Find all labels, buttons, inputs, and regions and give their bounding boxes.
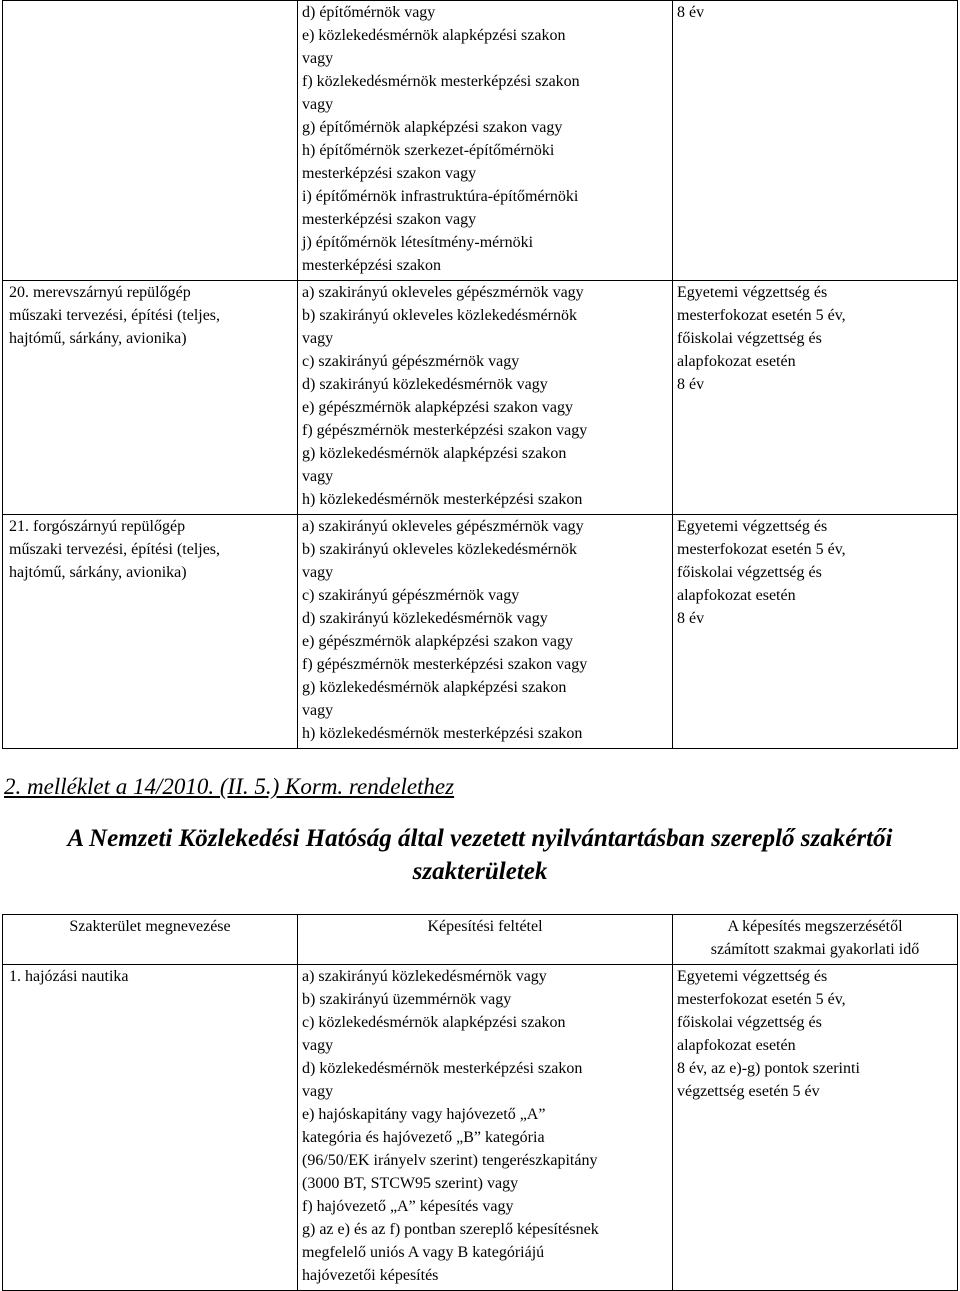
experience-line: 8 év: [677, 610, 705, 627]
requirement-line: vagy: [302, 468, 334, 485]
experience-cell: [673, 965, 958, 1291]
requirement-line: c) szakirányú gépészmérnök vagy: [302, 353, 520, 370]
requirement-line: d) közlekedésmérnök mesterképzési szakon: [302, 1060, 583, 1077]
requirements-cell: [298, 965, 673, 1291]
requirement-line: d) építőmérnök vagy: [302, 4, 436, 21]
requirement-line: i) építőmérnök infrastruktúra-építőmérnöki: [302, 188, 579, 205]
requirement-line: c) szakirányú gépészmérnök vagy: [302, 587, 520, 604]
experience-line: alapfokozat esetén: [677, 1037, 796, 1054]
requirement-line: mesterképzési szakon: [302, 257, 442, 274]
page-title-line: A Nemzeti Közlekedési Hatóság által vezetett nyilvántartásban szereplő szakértői: [67, 825, 893, 852]
table-row: [3, 515, 958, 749]
requirement-line: f) gépészmérnök mesterképzési szakon vagy: [302, 422, 588, 439]
experience-line: főiskolai végzettség és: [677, 564, 822, 581]
requirement-line: f) hajóvezető „A” képesítés vagy: [302, 1198, 514, 1215]
experience-line: végzettség esetén 5 év: [677, 1083, 820, 1100]
requirement-line: b) szakirányú okleveles közlekedésmérnök: [302, 307, 578, 324]
requirement-line: g) építőmérnök alapképzési szakon vagy: [302, 119, 563, 136]
requirement-line: vagy: [302, 50, 334, 67]
area-line: hajtómű, sárkány, avionika): [9, 330, 187, 347]
requirement-line: g) közlekedésmérnök alapképzési szakon: [302, 445, 567, 462]
requirement-line: vagy: [302, 702, 334, 719]
table-row: [3, 281, 958, 515]
experience-line: Egyetemi végzettség és: [677, 284, 828, 301]
requirement-line: f) gépészmérnök mesterképzési szakon vagy: [302, 656, 588, 673]
experience-line: mesterfokozat esetén 5 év,: [677, 541, 846, 558]
experience-line: 8 év: [677, 4, 705, 21]
experience-line: mesterfokozat esetén 5 év,: [677, 991, 846, 1008]
requirement-line: e) közlekedésmérnök alapképzési szakon: [302, 27, 566, 44]
table-header-row: [3, 915, 958, 965]
experience-line: alapfokozat esetén: [677, 353, 796, 370]
requirement-line: mesterképzési szakon vagy: [302, 165, 477, 182]
column-header-label: A képesítés megszerzésétől: [727, 918, 903, 935]
requirement-line: g) közlekedésmérnök alapképzési szakon: [302, 679, 567, 696]
experience-line: főiskolai végzettség és: [677, 1014, 822, 1031]
experience-line: Egyetemi végzettség és: [677, 518, 828, 535]
requirement-line: a) szakirányú okleveles gépészmérnök vagy: [302, 518, 584, 535]
requirement-line: vagy: [302, 564, 334, 581]
experience-line: mesterfokozat esetén 5 év,: [677, 307, 846, 324]
experience-cell: [673, 281, 958, 515]
experience-line: főiskolai végzettség és: [677, 330, 822, 347]
area-line: 21. forgószárnyú repülőgép: [9, 518, 186, 535]
column-header-experience: [673, 915, 958, 965]
requirement-line: a) szakirányú közlekedésmérnök vagy: [302, 968, 547, 985]
requirement-line: hajóvezetői képesítés: [302, 1267, 439, 1284]
qualification-table-continued: [2, 0, 958, 749]
requirement-line: vagy: [302, 1037, 334, 1054]
requirement-line: d) szakirányú közlekedésmérnök vagy: [302, 376, 548, 393]
requirement-line: b) szakirányú üzemmérnök vagy: [302, 991, 512, 1008]
requirement-line: a) szakirányú okleveles gépészmérnök vagy: [302, 284, 584, 301]
column-header-area: [3, 915, 298, 965]
requirement-line: h) közlekedésmérnök mesterképzési szakon: [302, 725, 583, 742]
requirement-line: c) közlekedésmérnök alapképzési szakon: [302, 1014, 566, 1031]
column-header-label: Szakterület megnevezése: [69, 918, 231, 935]
requirements-cell: [298, 515, 673, 749]
requirement-line: e) gépészmérnök alapképzési szakon vagy: [302, 399, 573, 416]
requirement-line: vagy: [302, 96, 334, 113]
requirement-line: g) az e) és az f) pontban szereplő képesítésnek: [302, 1221, 599, 1238]
experience-line: 8 év: [677, 376, 705, 393]
experience-line: alapfokozat esetén: [677, 587, 796, 604]
area-line: 1. hajózási nautika: [9, 968, 129, 985]
area-line: hajtómű, sárkány, avionika): [9, 564, 187, 581]
experience-line: 8 év, az e)-g) pontok szerinti: [677, 1060, 860, 1077]
requirement-line: d) szakirányú közlekedésmérnök vagy: [302, 610, 548, 627]
requirement-line: (3000 BT, STCW95 szerint) vagy: [302, 1175, 519, 1192]
requirement-line: kategória és hajóvezető „B” kategória: [302, 1129, 545, 1146]
requirement-line: vagy: [302, 1083, 334, 1100]
requirement-line: (96/50/EK irányelv szerint) tengerészkapitány: [302, 1152, 598, 1169]
area-line: műszaki tervezési, építési (teljes,: [9, 307, 221, 324]
area-line: műszaki tervezési, építési (teljes,: [9, 541, 221, 558]
area-cell: [3, 515, 298, 749]
expert-areas-table: [2, 914, 958, 1291]
area-cell: [3, 1, 298, 281]
page-title-line: szakterületek: [412, 858, 548, 885]
requirements-cell: [298, 281, 673, 515]
column-header-label: számított szakmai gyakorlati idő: [710, 941, 920, 958]
requirement-line: vagy: [302, 330, 334, 347]
page-title: [0, 822, 960, 888]
requirement-line: mesterképzési szakon vagy: [302, 211, 477, 228]
requirement-line: megfelelő uniós A vagy B kategóriájú: [302, 1244, 545, 1261]
table-row: [3, 965, 958, 1291]
requirement-line: h) közlekedésmérnök mesterképzési szakon: [302, 491, 583, 508]
annex-title: 2. melléklet a 14/2010. (II. 5.) Korm. rendelethez: [4, 774, 455, 799]
area-cell: [3, 965, 298, 1291]
column-header-label: Képesítési feltétel: [427, 918, 543, 935]
area-line: 20. merevszárnyú repülőgép: [9, 284, 191, 301]
requirement-line: j) építőmérnök létesítmény-mérnöki: [302, 234, 534, 251]
requirement-line: f) közlekedésmérnök mesterképzési szakon: [302, 73, 580, 90]
table-row: [3, 1, 958, 281]
requirement-line: e) gépészmérnök alapképzési szakon vagy: [302, 633, 573, 650]
requirement-line: b) szakirányú okleveles közlekedésmérnök: [302, 541, 578, 558]
requirement-line: h) építőmérnök szerkezet-építőmérnöki: [302, 142, 555, 159]
experience-cell: [673, 515, 958, 749]
experience-line: Egyetemi végzettség és: [677, 968, 828, 985]
column-header-requirements: [298, 915, 673, 965]
requirement-line: e) hajóskapitány vagy hajóvezető „A”: [302, 1106, 546, 1123]
experience-cell: [673, 1, 958, 281]
area-cell: [3, 281, 298, 515]
requirements-cell: [298, 1, 673, 281]
